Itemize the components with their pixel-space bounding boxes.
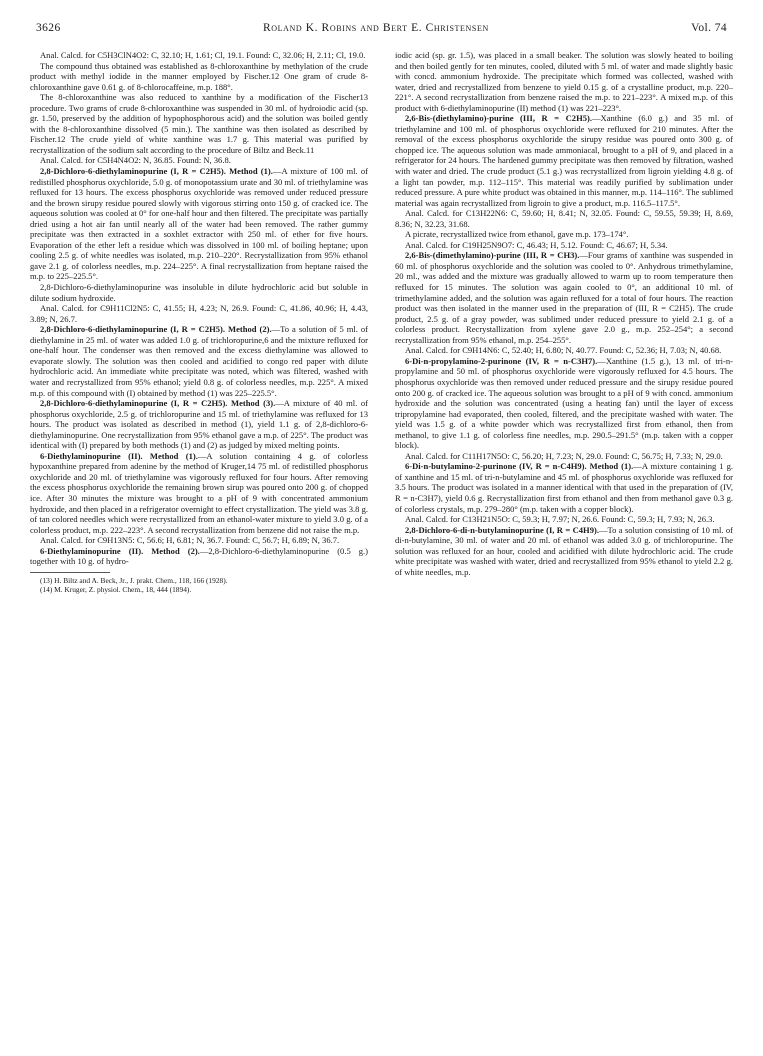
paragraph: Anal. Calcd. for C9H14N6: C, 52.40; H, 6.80; N, 40.77. Found: C, 52.36; H, 7.03; N, 40.68. [405, 345, 722, 356]
paragraph [30, 398, 368, 451]
paragraph: Anal. Calcd. for C9H13N5: C, 56.6; H, 6.81; N, 36.7. Found: C, 56.7; H, 6.89; N, 36.7. [40, 535, 340, 546]
paragraph: A picrate, recrystallized twice from ethanol, gave m.p. 173–174°. [405, 229, 629, 240]
paragraph-body: —A mixture containing 1 g. of xanthine and 15 ml. of tri-n-butylamine and 45 ml. of phosphorus oxychloride was refluxed for 3.5 hours. The product was isolated in a manner identical with that used in the preparation of (IV, R = n-C3H7), yield 0.6 g. Recrystallization first from ethanol and then from methanol gave 0.3 g. of colorless crystals, m.p. 279–280° (m.p. taken with a copper block). [395, 461, 734, 514]
paragraph [395, 461, 733, 514]
compound-heading: 2,8-Dichloro-6-diethylaminopurine (I, R = C2H5). Method (3). [40, 398, 276, 409]
paragraph-body: —To a solution of 5 ml. of diethylamine in 25 ml. of water was added 1.0 g. of trichloropurine,6 and the mixture refluxed for one-half hour. The condenser was then removed and the excess diethylamine was allowed to evaporate slowly. The solution was then cooled and acidified to congo red paper with dilute hydrochloric acid. An immediate white precipitate was noted, which was filtered, washed with water and recrystallized from 95% ethanol; yield 0.8 g. of colorless needles, m.p. 225°. A mixed m.p. of this compound with (I) obtained by method (1) was 225–225.5°. [30, 324, 369, 398]
compound-heading: 6-Diethylaminopurine (II). Method (1). [40, 450, 198, 461]
paragraph: Anal. Calcd. for C13H22N6: C, 59.60; H, 8.41; N, 32.05. Found: C, 59.55, 59.39; H, 8.69, 8.36; N, 32.23, 31.68. [395, 208, 733, 229]
compound-heading: 2,8-Dichloro-6-diethylaminopurine (I, R = C2H5). Method (1). [40, 166, 273, 177]
paragraph-body: —Four grams of xanthine was suspended in 60 ml. of phosphorus oxychloride and the solution was cooled to 0°. Anhydrous trimethylamine, 20 ml., was added and the mixture was gradually allowed to warm up to room temperature then refluxed for 15 minutes. The solution was again cooled to 0°, an additional 10 ml. of trimethylamine added, and the solution was again refluxed for a total of four hours. The reaction product was then isolated in the manner used in the preparation of (III, R = C2H5). The crude product, 2.5 g. of a gray powder, was sublimed under reduced pressure to yield 2.1 g. of a colorless product. Recrystallization from xylene gave 2.0 g., m.p. 252–254°; a second recrystallization from 95% ethanol, m.p. 254–255°. [395, 250, 734, 345]
paragraph [30, 546, 368, 567]
paragraph-body: —To a solution consisting of 10 ml. of di-n-butylamine, 30 ml. of water and 20 ml. of ethanol was added 3.0 g. of trichloropurine. The solution was refluxed for an hour, cooled and acidified with dilute hydrochloric acid. The crude white precipitate was washed with water, dried and recrystallized from 95% ethanol to yield 2.2 g. of white needles, m.p. [395, 524, 733, 577]
compound-heading: 2,8-Dichloro-6-diethylaminopurine (I, R = C2H5). Method (2). [40, 324, 272, 335]
paragraph-body: —A solution containing 4 g. of colorless hypoxanthine prepared from adenine by the method of Kruger,14 75 ml. of redistilled phosphorus oxychloride and 20 ml. of triethylamine was vigorously refluxed for four hours. After removing the excess phosphorus oxychloride the remaining brown sirup was poured onto 200 g. of chopped ice. After 30 minutes the mixture was brought to a pH of 9 with concentrated ammonium hydroxide, and then placed in a refrigerator overnight to effect crystallization. The yield was 3.8 g. of tan colored needles which were recrystallized from an ethanol-water mixture to yield 3.0 g. of a colorless product, m.p. 222–223°. A second recrystallization from benzene did not raise the m.p. [30, 450, 368, 535]
paragraph: Anal. Calcd. for C19H25N9O7: C, 46.43; H, 5.12. Found: C, 46.67; H, 5.34. [405, 239, 668, 250]
page-number: 3626 [36, 22, 61, 34]
paragraph [395, 525, 733, 578]
paragraph [395, 356, 733, 451]
volume-label: Vol. 74 [691, 22, 727, 34]
paragraph [30, 451, 368, 535]
paragraph: The compound thus obtained was established as 8-chloroxanthine by methylation of the crude product with methyl iodide in the manner employed by Fischer.12 One gram of crude 8-chloroxanthine gave 0.61 g. of 8-chlorocaffeine, m.p. 188°. [30, 60, 368, 92]
paragraph [395, 113, 733, 208]
running-head [36, 22, 727, 34]
paragraph: Anal. Calcd. for C5H4N4O2: N, 36.85. Found: N, 36.8. [40, 155, 231, 166]
compound-heading: 6-Diethylaminopurine (II). Method (2). [40, 545, 200, 556]
paragraph-body: —A mixture of 100 ml. of redistilled phosphorus oxychloride, 5.0 g. of monopotassium urate and 30 ml. of triethylamine was refluxed for 13 hours. The excess phosphorus oxychloride was removed under reduced pressure and the brown sirupy residue poured slowly with vigorous stirring onto 150 g. of cracked ice. The aqueous solution was cooled at 0° for one-half hour and then filtered. The precipitate was partially dried using a hot air fan until nearly all of the water had been removed. The rather gummy precipitate was then extracted in a soxhlet extractor with 250 ml. of ether for five hours. Evaporation of the ether left a residue which was dissolved in 100 ml. of boiling heptane; upon cooling 2.5 g. of white needles was isolated, m.p. 210–220°. Recrystallization from 95% ethanol gave 2.1 g. of colorless needles, m.p. 224–225°. A final recrystallization from heptane raised the m.p. to 225–225.5°. [30, 166, 368, 282]
paragraph [30, 166, 368, 282]
footnote: (13) H. Biltz and A. Beck, Jr., J. prakt. Chem., 118, 166 (1928). [40, 575, 228, 585]
footnote-rule [30, 572, 110, 573]
paragraph-body: —2,8-Dichloro-6-diethylaminopurine (0.5 g.) together with 10 g. of hydro- [30, 545, 368, 567]
footnotes [30, 572, 368, 594]
paragraph: Anal. Calcd. for C11H17N5O: C, 56.20; H, 7.23; N, 29.0. Found: C, 56.75; H, 7.33; N, 29.0. [405, 450, 723, 461]
paragraph: Anal. Calcd. for C13H21N5O: C, 59.3; H, 7.97; N, 26.6. Found: C, 59.3; H, 7.93; N, 26.3. [405, 514, 715, 525]
compound-heading: 6-Di-n-propylamino-2-purinone (IV, R = n-C3H7). [405, 355, 598, 366]
compound-heading: 2,6-Bis-(dimethylamino)-purine (III, R = CH3). [405, 250, 580, 261]
compound-heading: 6-Di-n-butylamino-2-purinone (IV, R = n-C4H9). Method (1). [405, 461, 634, 472]
paragraph-body: —A mixture of 40 ml. of phosphorus oxychloride, 2.5 g. of trichloropurine and 15 ml. of triethylamine was refluxed for 13 hours. The product was isolated as described in method (1), yield 1.1 g. of 2,8-dichloro-6-diethylaminopurine. One recrystallization from 95% ethanol gave a m.p. of 225°. The product was identical with (I) prepared by both methods (1) and (2) as judged by mixed melting points. [30, 398, 368, 451]
paragraph [30, 324, 368, 398]
paragraph: 2,8-Dichloro-6-diethylaminopurine was insoluble in dilute hydrochloric acid but soluble in dilute sodium hydroxide. [30, 282, 368, 303]
left-column [30, 50, 368, 594]
footnote: (14) M. Kruger, Z. physiol. Chem., 18, 444 (1894). [40, 585, 192, 594]
paragraph: The 8-chloroxanthine was also reduced to xanthine by a modification of the Fischer13 procedure. Two grams of crude 8-chloroxanthine was suspended in 30 ml. of hydroiodic acid (sp. gr. 1.50, preserved by the addition of hypophosphorous acid) and the solution was boiled gently with the 8-chloroxanthine dissolved (5 min.). The xanthine was then isolated as described by Fischer.12 The crude yield of white xanthine was 1.7 g. This material was purified by recrystallization of the sodium salt according to the procedure of Biltz and Beck.11 [30, 92, 368, 155]
paragraph [395, 250, 733, 345]
paragraph-body: —Xanthine (1.5 g.), 13 ml. of tri-n-propylamine and 50 ml. of phosphorus oxychloride were vigorously refluxed for 4.5 hours. The phosphorus oxychloride was then removed under reduced pressure and the sirupy residue poured onto 200 g. of cracked ice. The aqueous solution was brought to a pH of 9 with concd. ammonium hydroxide and the solution was concentrated (using a heating fan) until the layer of excess tripropylamine had evaporated, then cooled, filtered, and the precipitate washed with water. The yield was 1.5 g. of a white powder which was recrystallized first from ethanol, then from methanol, to give 1.1 g. of colorless fine needles, m.p. 290.5–291.5° (m.p. taken with a copper block). [395, 355, 733, 451]
compound-heading: 2,8-Dichloro-6-di-n-butylaminopurine (I, R = C4H9). [405, 524, 599, 535]
text-columns [30, 50, 733, 594]
paragraph-body: —Xanthine (6.0 g.) and 35 ml. of triethylamine and 100 ml. of phosphorus oxychloride were refluxed for 210 minutes. After the removal of the excess phosphorus oxychloride the sirupy residue was poured onto 300 g. of chopped ice. The aqueous solution was made ammoniacal, brought to a pH of 9, and placed in a refrigerator for 24 hours. The hardened gummy precipitate was then removed by filtration, washed with water and dried. The crude product (5.1 g.) was recrystallized from ligroin yielding 4.8 g. of a light tan powder, m.p. 112–115°. This material was readily purified by sublimation under reduced pressure. A pure white product was obtained in this manner, m.p. 114–116°. The sublimed material was again recrystallized from ligroin to give a product, m.p. 116.5–117.5°. [395, 113, 733, 208]
compound-heading: 2,6-Bis-(diethylamino)-purine (III, R = C2H5). [405, 113, 592, 124]
paragraph: Anal. Calcd. for C5H3ClN4O2: C, 32.10; H, 1.61; Cl, 19.1. Found: C, 32.06; H, 2.11; Cl, 19.0. [40, 50, 366, 60]
paragraph: Anal. Calcd. for C9H11Cl2N5: C, 41.55; H, 4.23; N, 26.9. Found: C, 41.86, 40.96; H, 4.43, 3.89; N, 26.7. [30, 303, 368, 324]
right-column [395, 50, 733, 594]
paragraph: iodic acid (sp. gr. 1.5), was placed in a small beaker. The solution was slowly heated to boiling and then boiled gently for ten minutes, cooled, diluted with 5 ml. of water and made slightly basic with concd. ammonium hydroxide. The precipitate which formed was collected, washed with water, dried and recrystallized from benzene to yield 0.15 g. of a crystalline product, m.p. 220–221°. A second recrystallization from benzene raised the m.p. to 221–223°. A mixed m.p. of this product with 6-diethylaminopurine (II) method (1) was 221–223°. [395, 50, 733, 113]
running-head-authors: Roland K. Robins and Bert E. Christensen [262, 22, 489, 34]
